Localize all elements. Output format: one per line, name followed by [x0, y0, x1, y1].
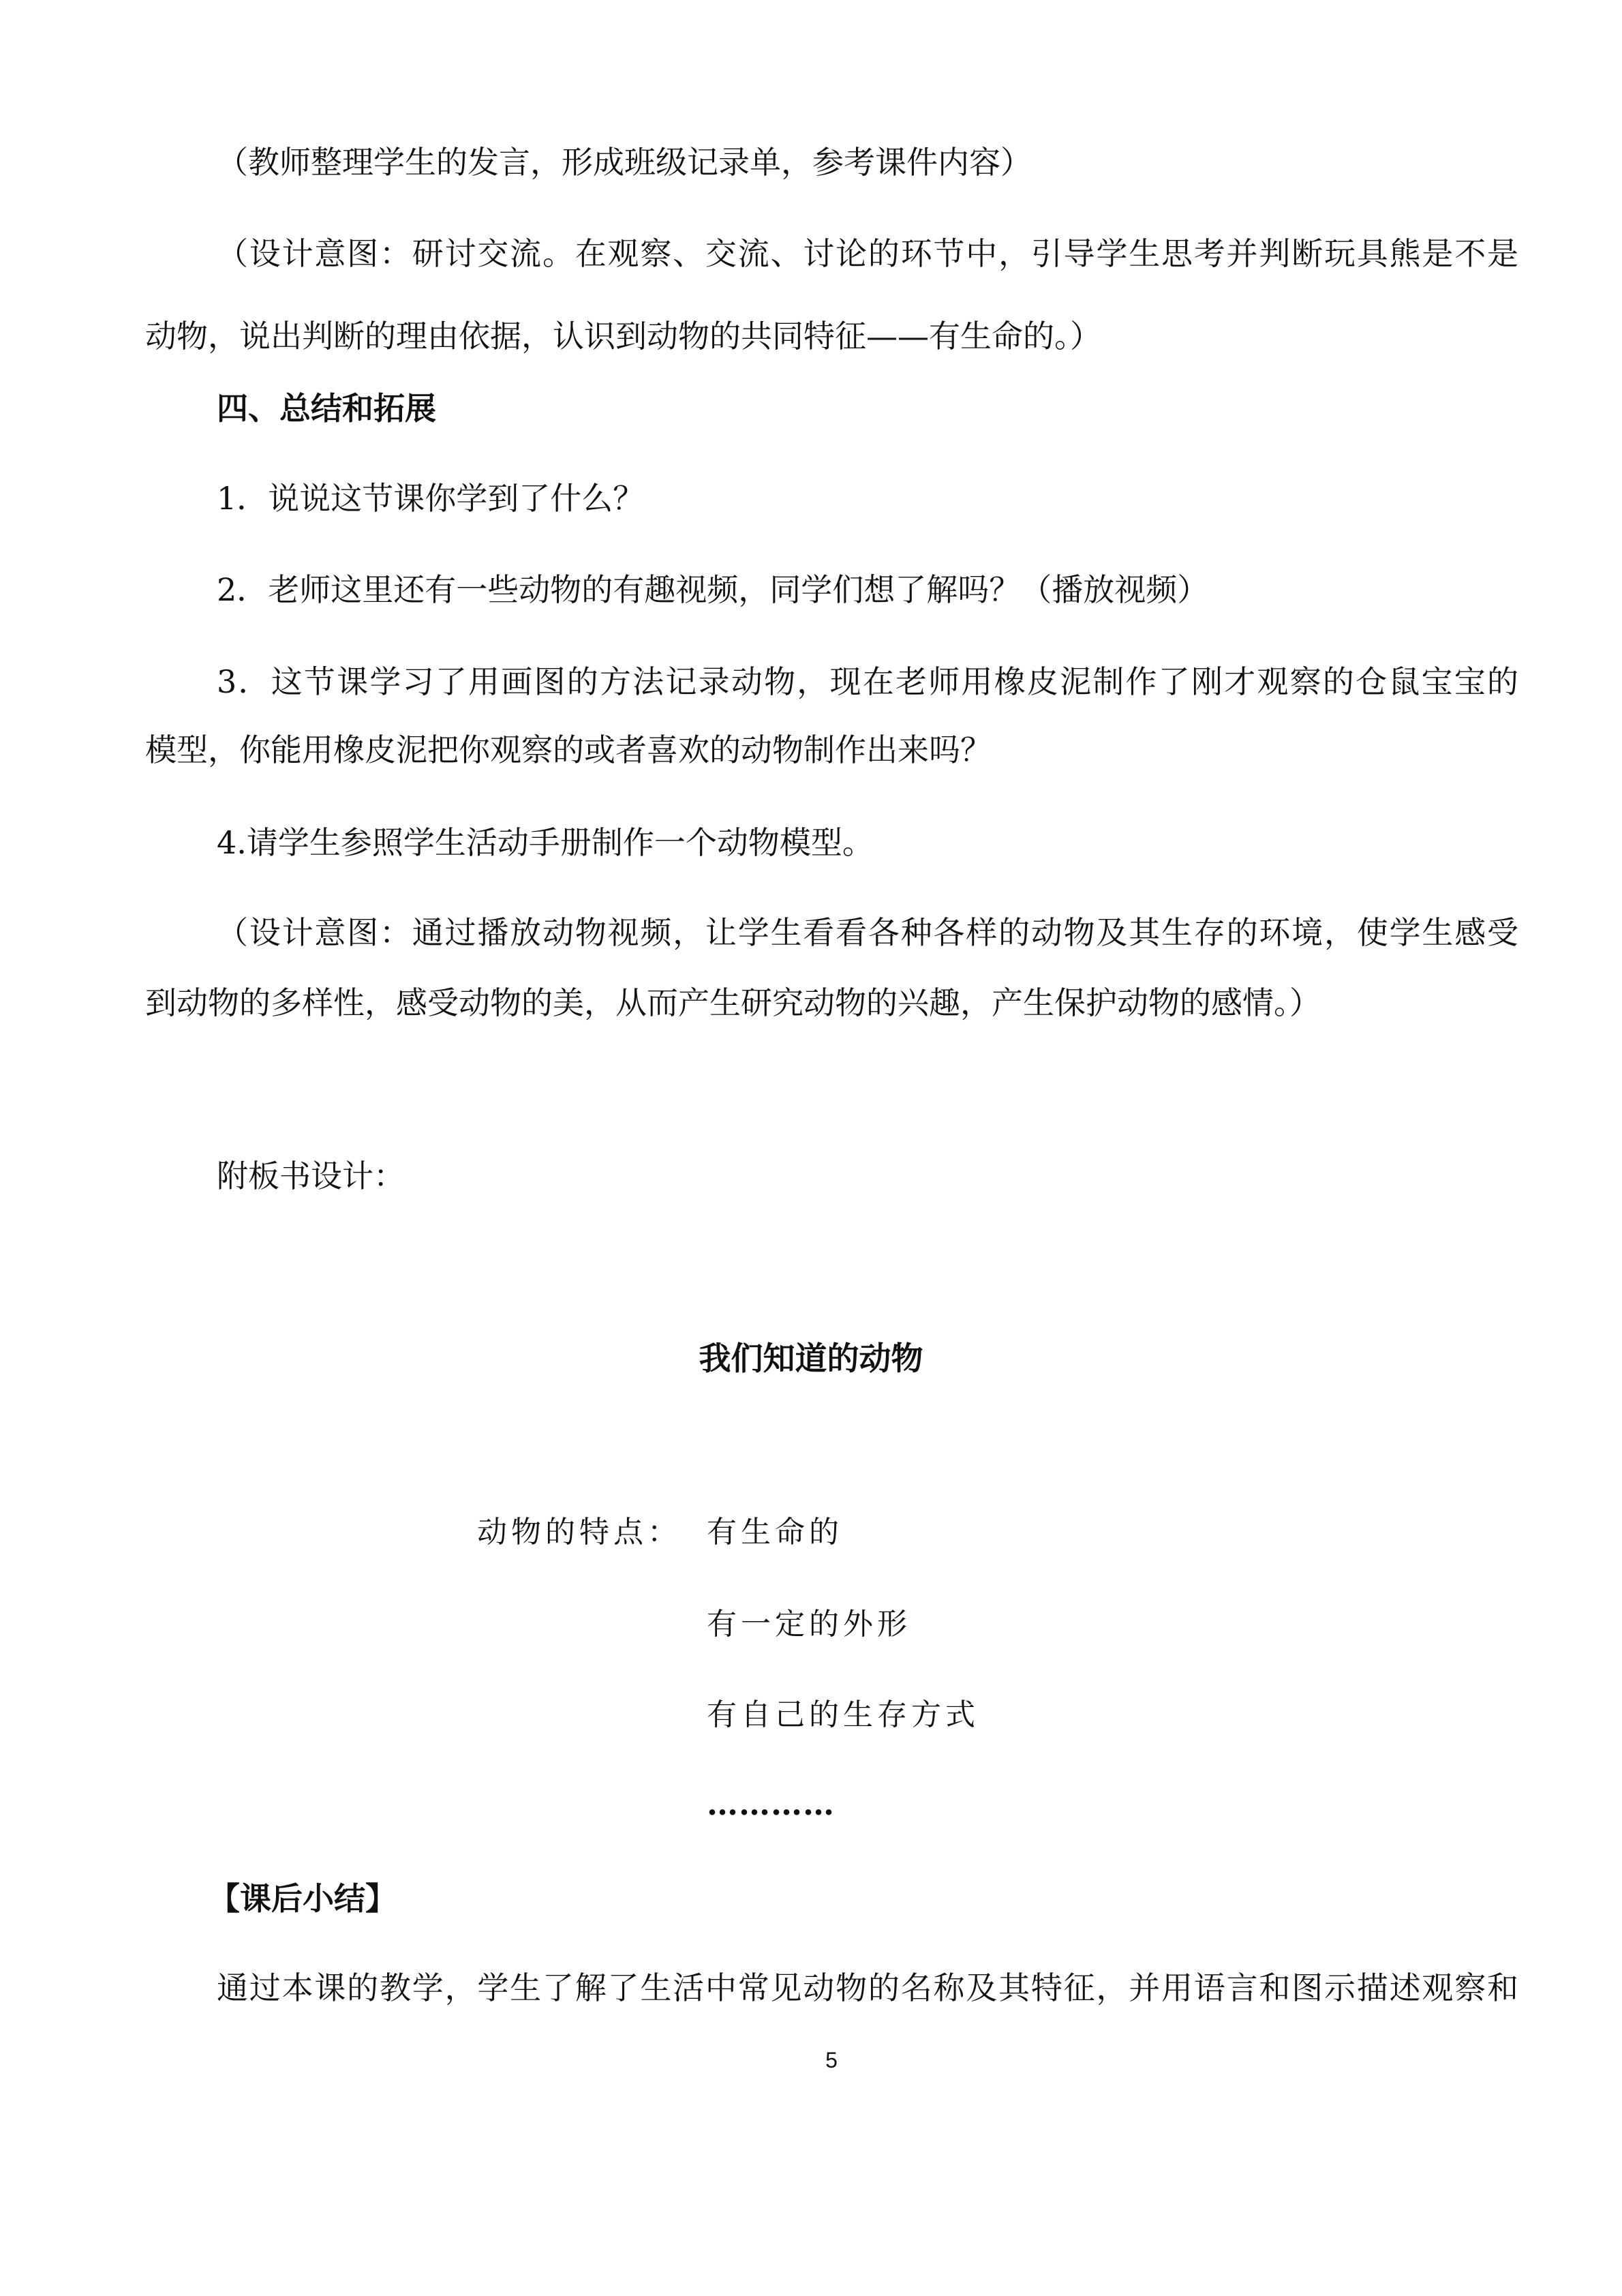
section-heading-summary-and-extension: 四、总结和拓展	[217, 390, 436, 427]
list-item-3-line-2: 模型，你能用橡皮泥把你观察的或者喜欢的动物制作出来吗？	[145, 731, 992, 768]
list-item-1: 1．说说这节课你学到了什么？	[217, 480, 645, 517]
paragraph-design-intent-2-line-2: 到动物的多样性，感受动物的美，从而产生研究动物的兴趣，产生保护动物的感情。）	[145, 984, 1321, 1021]
board-feature-3: 有自己的生存方式	[707, 1697, 979, 1732]
board-feature-1: 有生命的	[707, 1515, 843, 1550]
board-feature-2: 有一定的外形	[707, 1607, 911, 1642]
paragraph-design-intent-2-line-1: （设计意图：通过播放动物视频，让学生看看各种各样的动物及其生存的环境，使学生感受	[217, 914, 1518, 951]
board-design-label: 附板书设计：	[217, 1158, 405, 1194]
paragraph-teacher-summary: （教师整理学生的发言，形成班级记录单，参考课件内容）	[217, 144, 1032, 181]
list-item-4: 4.请学生参照学生活动手册制作一个动物模型。	[217, 824, 874, 861]
list-item-3-line-1: 3．这节课学习了用画图的方法记录动物，现在老师用橡皮泥制作了刚才观察的仓鼠宝宝的	[217, 663, 1518, 700]
board-ellipsis: …………	[707, 1785, 835, 1822]
paragraph-design-intent-1-line-2: 动物，说出判断的理由依据，认识到动物的共同特征——有生命的。）	[145, 318, 1101, 354]
page-number: 5	[825, 2048, 838, 2072]
after-class-summary-text: 通过本课的教学，学生了解了生活中常见动物的名称及其特征，并用语言和图示描述观察和	[217, 1969, 1518, 2006]
after-class-summary-heading: 【课后小结】	[209, 1880, 397, 1917]
paragraph-design-intent-1-line-1: （设计意图：研讨交流。在观察、交流、讨论的环节中，引导学生思考并判断玩具熊是不是	[217, 235, 1518, 272]
board-title: 我们知道的动物	[699, 1340, 923, 1378]
board-features-label: 动物的特点：	[477, 1515, 682, 1550]
list-item-2: 2．老师这里还有一些动物的有趣视频，同学们想了解吗？（播放视频）	[217, 571, 1209, 608]
